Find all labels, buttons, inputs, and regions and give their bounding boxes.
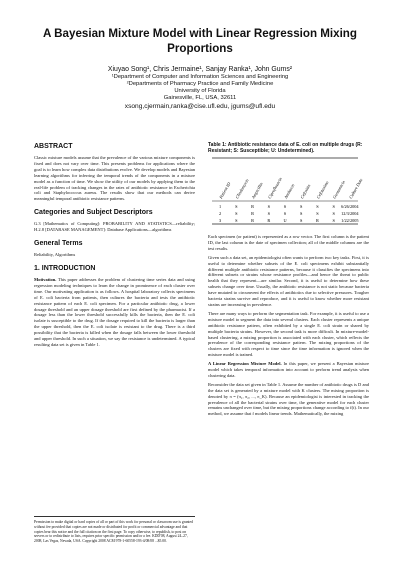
- table-cell: S: [332, 218, 335, 223]
- affiliation-university: University of Florida: [174, 88, 226, 94]
- lrmm-run-in: A Linear Regression Mixture Model.: [208, 361, 282, 367]
- right-paragraph-3: There are many ways to perform the segmentation task. For example, it is useful to use a mixture model to segment the data into several clusters. Each cluster represents a unique antibiotic resistance pattern, often exhibited by a single E. coli strain or shared by multiple bacteria strains. However, the second task is more difficult. In mixture-model-based clustering, a mixing proportion is associated with each cluster, which reflects the prevalence of the corresponding resistance pattern. The mixing proportions of the clusters are fixed with respect to time since the time information is ignored when the mixture model is trained.: [208, 310, 369, 358]
- right-paragraph-2: Given such a data set, an epidemiologist often wants to perform two key tasks. First, it is useful to determine whether subsets of the E. coli specimens exhibit substantially different multiple antibiotic resistance patterns, because it classifies the specimens into different subsets or strains whose resistance profiles—and hence the threat to public health that they represent—are similar. Second, it is useful to determine how these subsets change over time. Usually, the antibiotic resistance is not static because bacteria have mutated to circumvent the effects of antibiotics due to selective pressures. Tougher bacteria strains survive and reproduce, and it is useful to know whether more resistant strains are increasing in prevalence.: [208, 254, 369, 307]
- table-header-cell: Cefotaxime: [315, 180, 330, 200]
- affiliation-location: Gainesville, FL, USA, 32611: [163, 95, 237, 101]
- motivation-run-in: Motivation.: [34, 276, 57, 282]
- author-emails: xsong,cjermain,ranka@cise.ufl.edu, jgums@ufl.edu: [124, 103, 276, 110]
- abstract-text: Classic mixture models assume that the prevalence of the various mixture components is fixed and does not vary over time. This presents problems for applications where the goal is to learn how complex data distributions evolve. We develop models and Bayesian learning algorithms for inferring the temporal trends of the components in a mixture model as a function of time. We show the utility of our models by applying them to the real-life problem of tracking changes in the rates of antibiotic resistance in Escherichia coli and Staphylococcus aureus. The results show that our methods can derive meaningful temporal antibiotic resistance patterns.: [34, 155, 195, 202]
- table-cell: S: [332, 204, 335, 209]
- table-cell: 2: [219, 211, 222, 216]
- table-cell: S: [300, 211, 303, 216]
- table-cell: R: [267, 218, 271, 223]
- general-terms-text: Reliability, Algorithms: [34, 252, 76, 258]
- abstract-heading: ABSTRACT: [34, 143, 73, 150]
- table-header-cell: Amikacin: [283, 182, 296, 200]
- table-caption: Table 1: Antibiotic resistance data of E. coli on multiple drugs (R: Resistant; S: Susceptible; U: Undetermined).: [208, 142, 363, 154]
- table-cell: S: [283, 211, 287, 216]
- table-cell: S: [235, 218, 238, 223]
- permission-footnote: [34, 516, 195, 547]
- affiliation-2: ²Departments of Pharmacy Practice and Family Medicine: [126, 81, 274, 87]
- affiliation-1: ¹Department of Computer and Information Sciences and Engineering: [111, 74, 289, 80]
- table-cell: S: [316, 204, 319, 209]
- categories-heading: Categories and Subject Descriptors: [34, 209, 153, 217]
- table-cell: S: [283, 204, 287, 209]
- table-header-cell: Culture Date: [347, 177, 364, 200]
- right-paragraph-1: Each specimen (or patient) is represented as a row vector. The first column is the patient ID, the last column is the date of specimen collection; all of the middle columns are the test results.: [208, 234, 369, 251]
- table-cell: S: [267, 211, 270, 216]
- categories-text: G.3 [Mathematics of Computing]: PROBABILITY AND STATISTICS—reliability; H.2.8 [DATABASE MANAGEMENT]: Database Applications—algorithms: [34, 221, 195, 233]
- table-cell: R: [251, 218, 254, 223]
- table-cell: R: [316, 218, 319, 223]
- table-header-cell: Ampicillin: [250, 181, 264, 200]
- table-cell: 1/22/2005: [341, 218, 359, 223]
- table-cell: S: [300, 204, 303, 209]
- paper-title: A Bayesian Mixture Model with Linear Regression Mixing Proportions: [43, 27, 357, 55]
- table-cell: 12/3/2004: [341, 211, 359, 216]
- table-cell: U: [283, 218, 287, 223]
- footnote-text: Permission to make digital or hard copies of all or part of this work for personal or classroom use is granted without fee provided that copies are not made or distributed for profit or commercial advantage and that copies bear this notice and the full citation on the first page. To copy otherwise, to republish, to post on servers or to redistribute to lists, requires prior specific permission and/or a fee. KDD'08, August 24–27, 2008, Las Vegas, Nevada, USA. Copyright 2008 ACM 978-1-60558-193-4/08/08 ...$5.00.: [34, 520, 193, 544]
- table-cell: S: [332, 211, 335, 216]
- table-cell: 6/26/2004: [341, 204, 359, 209]
- table-cell: S: [300, 218, 303, 223]
- lrmm-paragraph-2: Reconsider the data set given in Table 1. Assume the number of antibiotic drugs is D and the data set is generated by a mixture model with K clusters. The mixing proportion is denoted by π = (π₁, π₂, ..., π_K). Because an epidemiologist is interested in tracking the prevalence of all the bacterial strains over time, the generative model for each cluster remains unchanged over time, but the mixing proportions change according to f(t). In our method, we assume that f models linear trends. Mathematically, the mixing: [208, 381, 369, 417]
- general-terms-heading: General Terms: [34, 240, 83, 248]
- table-cell: R: [251, 204, 254, 209]
- table-header-cell: Ciprofloxacin: [266, 176, 284, 200]
- table-cell: S: [235, 204, 238, 209]
- introduction-text: This paper addresses the problem of clustering time series data and using regression modeling techniques to learn the change in prominence of each cluster over time. Our motivating application is as follows. A hospital laboratory collects specimens of E. coli bacteria from patients, then cultures the bacteria and tests the antibiotic resistance pattern of each E. coli specimen. For a particular antibiotic drug, a lower dosage threshold and an upper dosage threshold are first defined by the pharmacist. If a dosage less than the lower threshold successfully kills the bacteria, then the E. coli isolate is susceptible to the drug. If the dosage required to kill the bacteria is larger than the upper threshold, then the E. coli isolate is resistant to the drug. There is a third possibility that the bacteria is killed when the dosage falls between the lower threshold and upper threshold. In such a situation, we say the resistance is undetermined. A typical resulting data set is given in Table 1.: [34, 276, 195, 347]
- table-cell: S: [316, 211, 319, 216]
- lrmm-paragraph: [208, 361, 369, 379]
- lrmm-text-1: In this paper, we present a Bayesian mixture model which takes temporal information into account to perform trend analysis when clustering data.: [208, 361, 370, 378]
- table-cell: S: [267, 204, 270, 209]
- table-header-cell: Cefoxitin: [299, 183, 312, 200]
- table-cell: R: [251, 211, 254, 216]
- table-header-cell: Clindamycin: [234, 177, 250, 200]
- table-cell: 3: [219, 218, 222, 223]
- author-block: [40, 65, 360, 111]
- table-cell: S: [235, 211, 238, 216]
- left-column: [34, 142, 195, 351]
- resistance-table: [208, 157, 369, 225]
- table-cell: 1: [219, 204, 222, 209]
- table-header-cell: Patient ID: [218, 181, 232, 200]
- introduction-paragraph: [34, 277, 195, 348]
- right-column: [208, 142, 369, 420]
- introduction-heading: 1. INTRODUCTION: [34, 264, 96, 272]
- table-header-cell: Gentamicin: [331, 179, 347, 200]
- author-names: Xiuyao Song¹, Chris Jermaine¹, Sanjay Ranka¹, John Gums²: [107, 66, 293, 73]
